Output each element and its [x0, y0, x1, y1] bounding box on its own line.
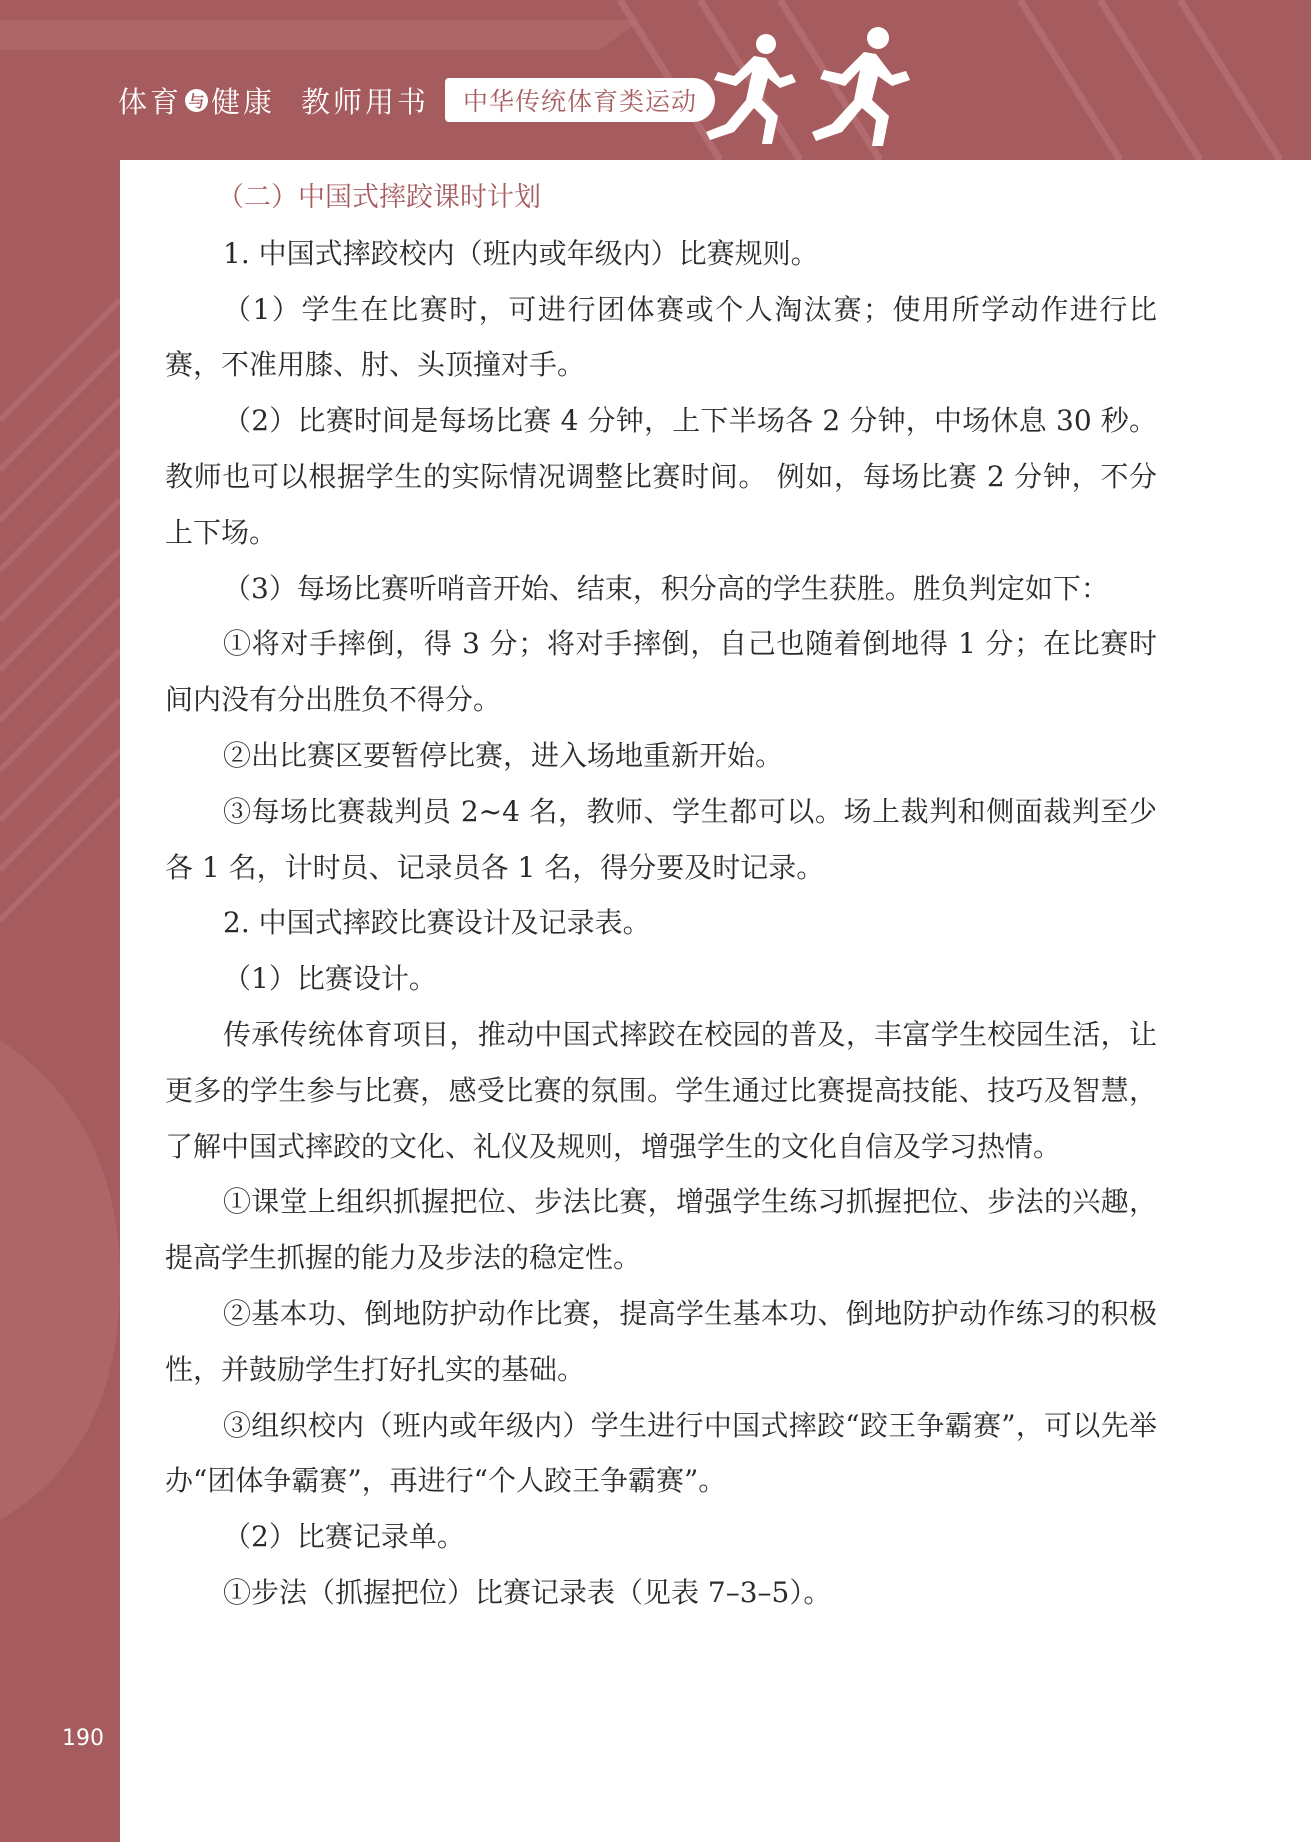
paragraph: ①课堂上组织抓握把位、步法比赛，增强学生练习抓握把位、步法的兴趣，提高学生抓握的能力及步法的稳定性。: [165, 1185, 1157, 1275]
body-text: [165, 170, 1157, 1621]
book-title: [118, 80, 275, 121]
book-title-part2: 健康: [211, 84, 276, 119]
page-header: [118, 72, 715, 128]
paragraph: （1）学生在比赛时，可进行团体赛或个人淘汰赛；使用所学动作进行比赛，不准用膝、肘、头顶撞对手。: [165, 292, 1157, 382]
book-title-joiner: 与: [185, 89, 208, 112]
paragraph: （1）比赛设计。: [223, 962, 437, 996]
section-heading: （二）中国式摔跤课时计划: [217, 182, 541, 213]
left-margin-band: [0, 0, 120, 1842]
paragraph: 传承传统体育项目，推动中国式摔跤在校园的普及，丰富学生校园生活，让更多的学生参与比赛，感受比赛的氛围。学生通过比赛提高技能、技巧及智慧，了解中国式摔跤的文化、礼仪及规则，增强学生的文化自信及学习热情。: [165, 1017, 1157, 1163]
paragraph: （2）比赛时间是每场比赛 4 分钟，上下半场各 2 分钟，中场休息 30 秒。教师也可以根据学生的实际情况调整比赛时间。 例如，每场比赛 2 分钟，不分上下场。: [165, 404, 1157, 549]
paragraph: 1. 中国式摔跤校内（班内或年级内）比赛规则。: [223, 236, 819, 270]
runners-illustration: [700, 20, 920, 150]
runner-icon: [706, 34, 796, 144]
paragraph: ①步法（抓握把位）比赛记录表（见表 7–3–5）。: [223, 1575, 832, 1609]
paragraph: ②出比赛区要暂停比赛，进入场地重新开始。: [223, 738, 784, 772]
paragraph: ③组织校内（班内或年级内）学生进行中国式摔跤“跤王争霸赛”，可以先举办“团体争霸赛”，再进行“个人跤王争霸赛”。: [165, 1408, 1157, 1498]
paragraph: 2. 中国式摔跤比赛设计及记录表。: [223, 906, 651, 940]
paragraph: ③每场比赛裁判员 2~4 名，教师、学生都可以。场上裁判和侧面裁判至少各 1 名，计时员、记录员各 1 名，得分要及时记录。: [165, 794, 1157, 884]
paragraph: ①将对手摔倒，得 3 分；将对手摔倒，自己也随着倒地得 1 分；在比赛时间内没有分出胜负不得分。: [165, 627, 1157, 717]
book-subtitle: 教师用书: [301, 84, 430, 119]
paragraph: （3）每场比赛听哨音开始、结束，积分高的学生获胜。胜负判定如下：: [223, 571, 1109, 605]
page-number: 190: [62, 1726, 104, 1751]
paragraph: ②基本功、倒地防护动作比赛，提高学生基本功、倒地防护动作练习的积极性，并鼓励学生打好扎实的基础。: [165, 1296, 1157, 1386]
runner-icon: [812, 27, 910, 146]
book-title-part1: 体育: [118, 84, 183, 119]
section-tag: 中华传统体育类运动: [445, 78, 715, 122]
paragraph: （2）比赛记录单。: [223, 1520, 465, 1554]
